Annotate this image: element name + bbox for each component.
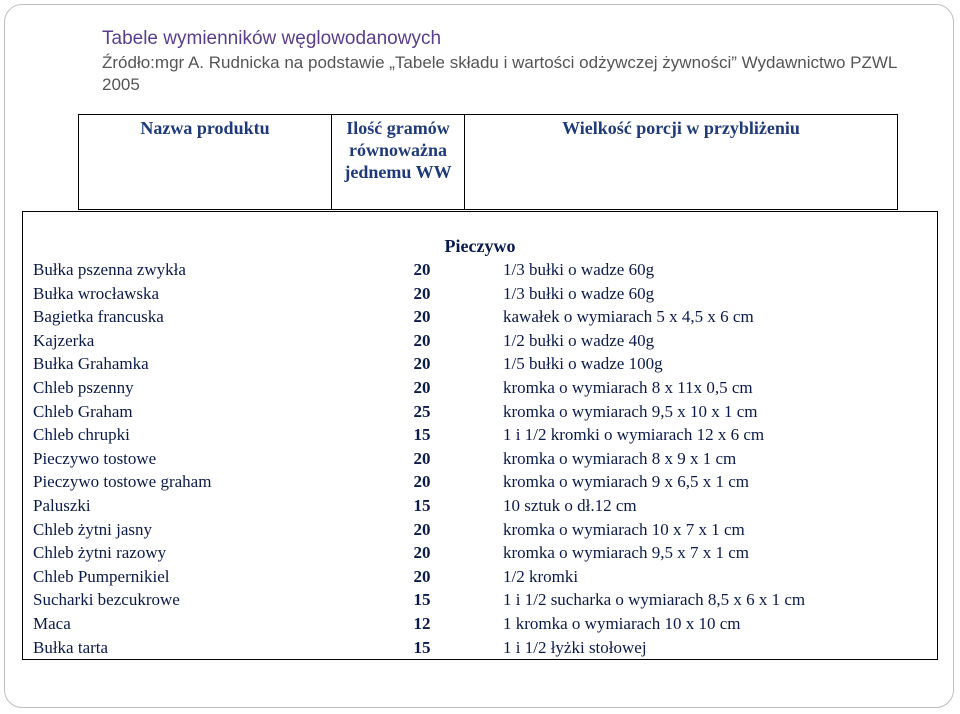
table-row [23,305,938,329]
product-name-cell: Chleb chrupki [33,425,130,445]
portion-cell: 10 sztuk o dł.12 cm [503,495,637,515]
portion-cell: kawałek o wymiarach 5 x 4,5 x 6 cm [503,307,754,327]
table-row [23,352,938,376]
table-row [23,258,938,282]
portion-cell: kromka o wymiarach 8 x 11x 0,5 cm [503,377,753,397]
grams-cell: 15 [413,495,431,515]
section-title: Pieczywo [444,236,516,256]
product-name-cell: Sucharki bezcukrowe [33,590,180,610]
grams-cell: 20 [413,330,431,350]
grams-cell: 20 [413,307,431,327]
grams-cell: 15 [413,425,431,445]
portion-cell: kromka o wymiarach 9,5 x 7 x 1 cm [503,543,749,563]
portion-cell: kromka o wymiarach 9,5 x 10 x 1 cm [503,401,758,421]
table-row [23,588,938,612]
grams-cell: 20 [413,283,431,303]
portion-cell: kromka o wymiarach 8 x 9 x 1 cm [503,448,737,468]
table-row [23,494,938,518]
grams-cell: 20 [413,519,431,539]
product-name-cell: Bułka tarta [33,637,109,657]
product-name-cell: Bułka Grahamka [33,354,149,374]
portion-cell: 1 i 1/2 kromki o wymiarach 12 x 6 cm [503,425,765,445]
product-name-cell: Pieczywo tostowe graham [33,472,212,492]
header-portion-size: Wielkość porcji w przybliżeniu [465,115,898,210]
table-row [23,518,938,542]
page-title: Tabele wymienników węglowodanowych [102,28,442,49]
grams-cell: 15 [413,637,431,657]
table-row [23,541,938,565]
product-name-cell: Kajzerka [33,330,95,350]
grams-cell: 25 [413,401,431,421]
grams-cell: 20 [413,472,431,492]
header-grams-per-ww: Ilość gramów równoważna jednemu WW [332,115,465,210]
grams-cell: 20 [413,543,431,563]
table-row [23,470,938,494]
header-product-name: Nazwa produktu [79,115,332,210]
exchange-table [22,211,938,660]
grams-cell: 20 [413,260,431,279]
source-note: Źródło:mgr A. Rudnicka na podstawie „Tabele składu i wartości odżywczej żywności” Wydawnictwo PZWL 2005 [102,53,897,94]
grams-cell: 20 [413,354,431,374]
product-name-cell: Paluszki [33,495,91,515]
grams-cell: 12 [413,613,431,633]
portion-cell: 1 kromka o wymiarach 10 x 10 cm [503,613,741,633]
portion-cell: kromka o wymiarach 10 x 7 x 1 cm [503,519,745,539]
table-row [23,447,938,471]
portion-cell: 1/5 bułki o wadze 100g [503,354,663,374]
product-name-cell: Chleb żytni razowy [33,543,167,563]
table-row [23,636,938,660]
product-name-cell: Bułka pszenna zwykła [33,260,186,279]
table-row [23,565,938,589]
portion-cell: 1/2 kromki [503,566,579,586]
product-name-cell: Chleb Pumpernikiel [33,566,170,586]
product-name-cell: Pieczywo tostowe [33,448,157,468]
product-name-cell: Chleb Graham [33,401,133,421]
product-name-cell: Bagietka francuska [33,307,164,327]
portion-cell: 1/3 bułki o wadze 60g [503,260,655,279]
table-row [23,612,938,636]
portion-cell: kromka o wymiarach 9 x 6,5 x 1 cm [503,472,749,492]
header-table [78,114,898,210]
grams-cell: 15 [413,590,431,610]
portion-cell: 1 i 1/2 łyżki stołowej [503,637,647,657]
grams-cell: 20 [413,566,431,586]
table-row [23,329,938,353]
grams-cell: 20 [413,448,431,468]
table-row [23,400,938,424]
portion-cell: 1 i 1/2 sucharka o wymiarach 8,5 x 6 x 1 cm [503,590,806,610]
portion-cell: 1/3 bułki o wadze 60g [503,283,655,303]
table-row [23,282,938,306]
product-name-cell: Chleb pszenny [33,377,134,397]
table-row [23,376,938,400]
product-name-cell: Maca [33,613,71,633]
section-row [23,212,938,259]
grams-cell: 20 [413,377,431,397]
product-name-cell: Chleb żytni jasny [33,519,152,539]
portion-cell: 1/2 bułki o wadze 40g [503,330,655,350]
product-name-cell: Bułka wrocławska [33,283,160,303]
table-row [23,423,938,447]
